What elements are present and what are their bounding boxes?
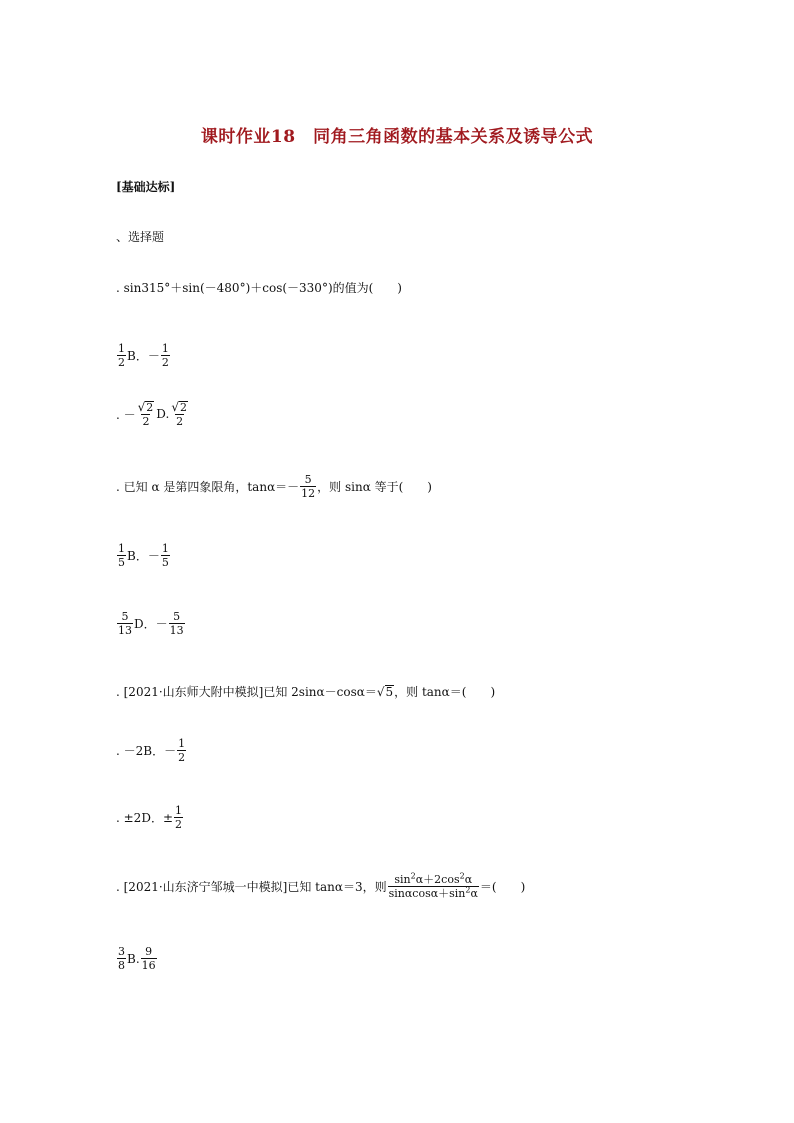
question-1-stem: . sin315°＋sin(－480°)＋cos(－330°)的值为( )	[116, 281, 402, 295]
sqrt-icon: √	[171, 400, 179, 414]
question-1-options-ab	[116, 343, 171, 368]
stem-sqrt: √ 5	[376, 685, 394, 699]
question-3-options-ab	[116, 738, 187, 763]
option-b-fraction: $\frac{1}{2}$	[161, 342, 169, 369]
page-title: 课时作业18 同角三角函数的基本关系及诱导公式	[200, 127, 594, 147]
option-d-fraction: $\frac{1}{2}$	[175, 804, 182, 831]
option-d-fraction: $\frac{5}{13}$	[169, 610, 184, 637]
option-b-fraction: $\frac{1}{5}$	[161, 542, 169, 569]
stem-fraction: $\frac{5}{12}$	[301, 473, 316, 500]
option-b-label: B．－	[127, 549, 160, 563]
option-d-label: D．－	[134, 617, 168, 631]
subsection-heading: 、选择题	[116, 230, 165, 244]
option-a-fraction: $\frac{3}{8}$	[118, 945, 125, 972]
option-ab-label: . －2B．－	[116, 744, 177, 758]
question-1-options-cd	[116, 401, 190, 427]
question-4-options-ab	[116, 946, 158, 971]
option-b-fraction: $\frac{9}{16}$	[141, 945, 156, 972]
option-b-label: B.	[127, 951, 140, 966]
sqrt-icon: √	[137, 400, 146, 414]
option-d-fraction: √ 2 2	[171, 400, 187, 428]
question-2-stem: . 已知 α 是第四象限角，tanα＝－ $\frac{5}{12}$ ，则 sinα 等于( )	[116, 473, 432, 500]
option-c-label: . －	[116, 407, 136, 422]
option-c-fraction: $\frac{5}{13}$	[118, 610, 132, 637]
question-3-options-cd	[116, 805, 184, 830]
question-4-stem: . [2021·山东济宁邹城一中模拟]已知 tanα＝3，则 $\frac{\sin^2\alpha+2\cos^2\alpha}{\sin\alpha\cos\alpha+\sin^2\alpha}$ ＝( )	[116, 871, 526, 900]
sqrt-icon: √	[376, 685, 385, 699]
option-a-fraction: $\frac{1}{5}$	[118, 542, 125, 569]
question-2-options-ab	[116, 543, 171, 568]
section-heading: [基础达标]	[116, 180, 176, 194]
option-a-fraction: $\frac{1}{2}$	[118, 342, 125, 369]
option-c-fraction: √ 2 2	[137, 400, 154, 428]
option-d-label: D.	[156, 407, 170, 421]
stem-fraction: $\frac{\sin^2\alpha+2\cos^2\alpha}{\sin\alpha\cos\alpha+\sin^2\alpha}$	[388, 871, 478, 900]
question-2-options-cd	[116, 611, 186, 636]
question-3-stem: . [2021·山东师大附中模拟]已知 2sinα－cosα＝ √ 5 ，则 tanα＝( )	[116, 685, 496, 699]
option-cd-label: . ±2D．±	[116, 811, 173, 825]
option-b-label: B．－	[127, 349, 160, 363]
option-b-fraction: $\frac{1}{2}$	[178, 737, 186, 764]
